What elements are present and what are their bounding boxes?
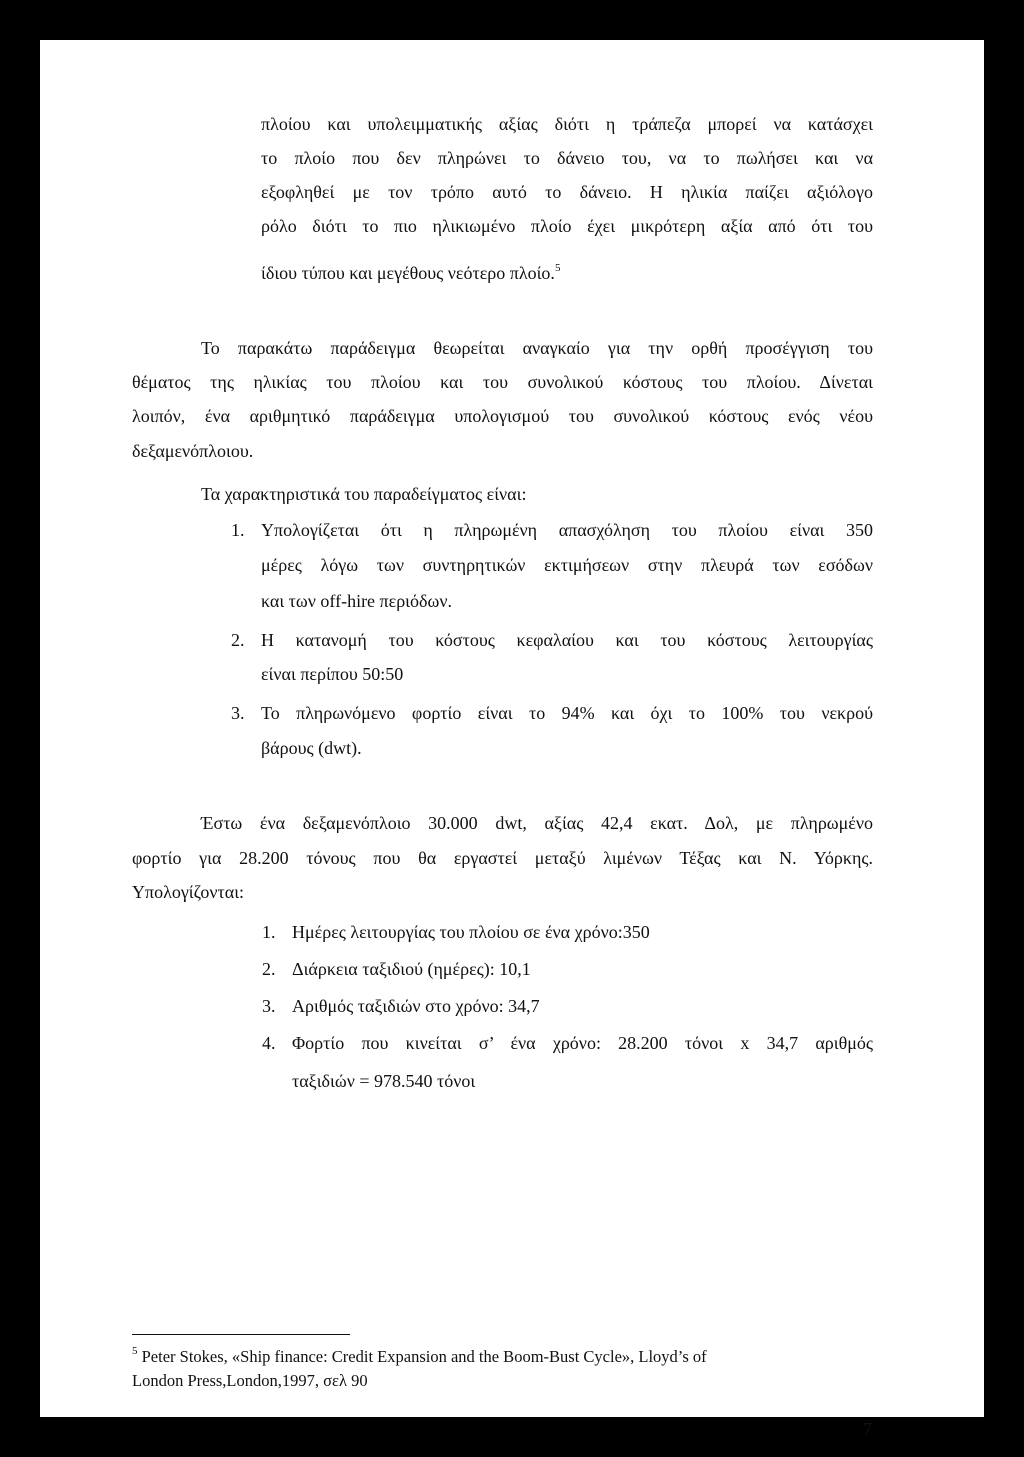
list-item-line: μέρες λόγω των συντηρητικών εκτιμήσεων στην πλευρά των εσόδων [261, 555, 873, 575]
list-item-line: βάρους (dwt). [261, 738, 362, 758]
list-item-line: Ημέρες λειτουργίας του πλοίου σε ένα χρόνο:350 [292, 922, 650, 942]
features-intro: Τα χαρακτηριστικά του παραδείγματος είναι: [201, 484, 527, 504]
list-number: 3. [262, 996, 276, 1016]
paragraph-line: το πλοίο που δεν πληρώνει το δάνειο του, να το πωλήσει και να [261, 148, 873, 168]
list-item-line: Αριθμός ταξιδιών στο χρόνο: 34,7 [292, 996, 540, 1016]
list-item-line: Υπολογίζεται ότι η πληρωμένη απασχόληση του πλοίου είναι 350 [261, 520, 873, 540]
footnote-mark: 5 [132, 1345, 138, 1357]
footnote-line: London Press,London,1997, σελ 90 [132, 1371, 368, 1390]
footnote-divider [132, 1334, 350, 1335]
paragraph-line: λοιπόν, ένα αριθμητικό παράδειγμα υπολογισμού του συνολικού κόστους ενός νέου [132, 406, 873, 426]
list-number: 2. [231, 630, 245, 650]
paragraph-text: ίδιου τύπου και μεγέθους νεότερο πλοίο. [261, 263, 555, 283]
paragraph-line [261, 262, 560, 284]
footnote-line [132, 1346, 707, 1368]
footnote-reference: 5 [554, 262, 561, 274]
list-item-line: είναι περίπου 50:50 [261, 664, 404, 684]
paragraph-line: θέματος της ηλικίας του πλοίου και του συνολικού κόστους του πλοίου. Δίνεται [132, 372, 873, 392]
list-number: 4. [262, 1033, 276, 1053]
list-number: 1. [231, 520, 245, 540]
paragraph-line: Έστω ένα δεξαμενόπλοιο 30.000 dwt, αξίας 42,4 εκατ. Δολ, με πληρωμένο [201, 813, 873, 833]
paragraph-line: δεξαμενόπλοιου. [132, 441, 254, 461]
paragraph-line: ρόλο διότι το πιο ηλικιωμένο πλοίο έχει μικρότερη αξία από ότι του [261, 216, 873, 236]
paragraph-line: φορτίο για 28.200 τόνους που θα εργαστεί μεταξύ λιμένων Τέξας και Ν. Υόρκης. [132, 848, 873, 868]
paragraph-line: πλοίου και υπολειμματικής αξίας διότι η τράπεζα μπορεί να κατάσχει [261, 114, 873, 134]
list-item-line: Το πληρωνόμενο φορτίο είναι το 94% και όχι το 100% του νεκρού [261, 703, 873, 723]
page-number: 7 [863, 1419, 872, 1439]
list-item-line: Η κατανομή του κόστους κεφαλαίου και του κόστους λειτουργίας [261, 630, 873, 650]
list-item-line: και των off-hire περιόδων. [261, 591, 452, 611]
paragraph-line: Υπολογίζονται: [132, 882, 245, 902]
paragraph-line: Το παρακάτω παράδειγμα θεωρείται αναγκαίο για την ορθή προσέγγιση του [201, 338, 873, 358]
list-number: 3. [231, 703, 245, 723]
paragraph-line: εξοφληθεί με τον τρόπο αυτό το δάνειο. Η ηλικία παίζει αξιόλογο [261, 182, 873, 202]
footnote-text: Peter Stokes, «Ship finance: Credit Expansion and the Boom-Bust Cycle», Lloyd’s of [141, 1347, 707, 1366]
list-number: 2. [262, 959, 276, 979]
document-page [40, 40, 984, 1439]
list-number: 1. [262, 922, 276, 942]
list-item-line: Διάρκεια ταξιδιού (ημέρες): 10,1 [292, 959, 531, 979]
list-item-line: ταξιδιών = 978.540 τόνοι [292, 1071, 476, 1091]
list-item-line: Φορτίο που κινείται σ’ ένα χρόνο: 28.200 τόνοι x 34,7 αριθμός [292, 1033, 873, 1053]
